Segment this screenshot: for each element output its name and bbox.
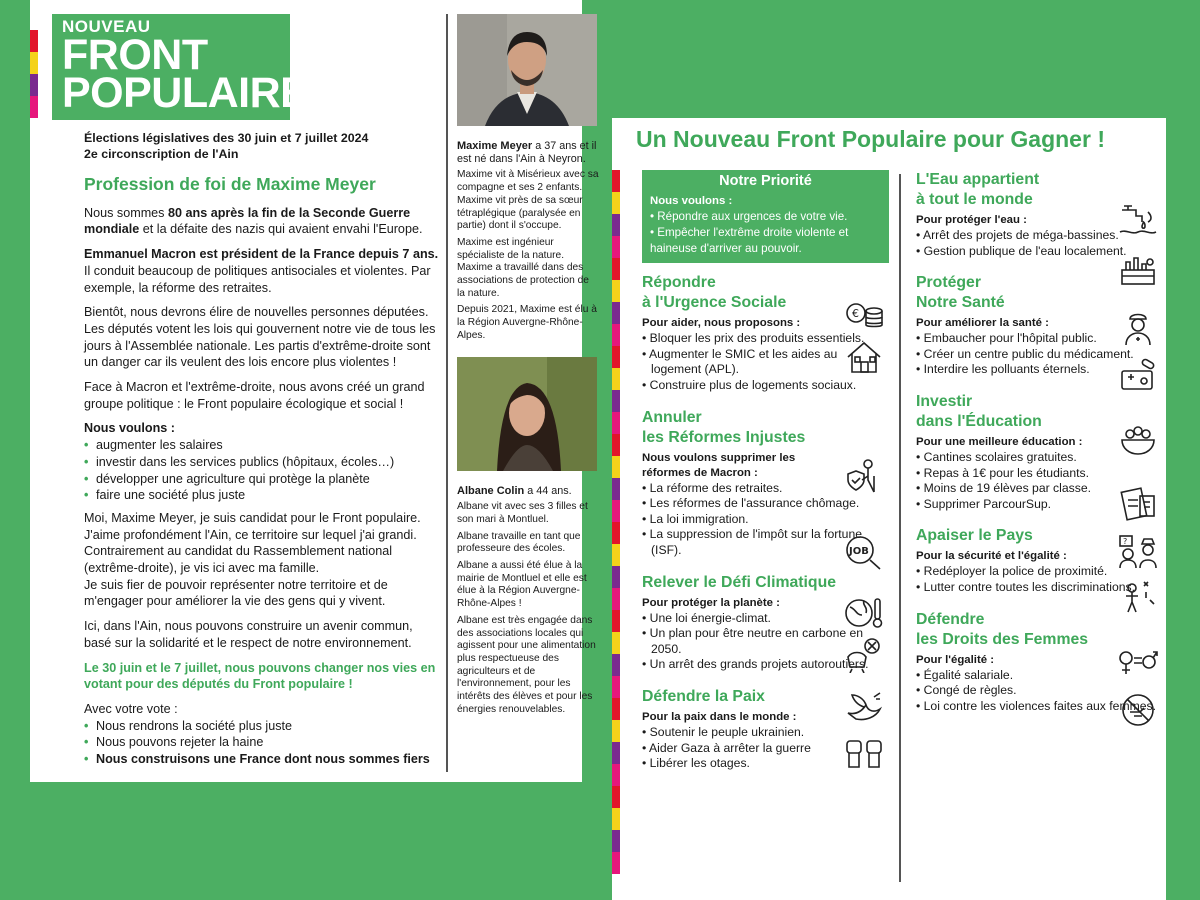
svg-text:JOB: JOB <box>849 545 869 557</box>
list-item: • faire une société plus juste <box>84 487 439 504</box>
program-column-right <box>916 170 1160 728</box>
job-icon <box>844 534 884 570</box>
paragraph-vote-call: Le 30 juin et le 7 juillet, nous pouvons changer nos vies en votant pour des députés du Front populaire ! <box>84 660 436 692</box>
water-tap-icon <box>1118 202 1158 238</box>
gender-equality-icon <box>1118 644 1158 680</box>
list-item: • Bloquer les prix des produits essentiels. <box>642 331 886 347</box>
priority-box: Notre Priorité Nous voulons : • Répondre aux urgences de votre vie. • Empêcher l'extrême droite violente et haineuse d'arriver au pouvoir. <box>642 170 889 263</box>
voulons-list <box>84 437 439 504</box>
elderly-shield-icon <box>844 458 884 494</box>
nfp-logo: NOUVEAU FRONT POPULAIRE <box>52 14 290 120</box>
vote-list <box>84 718 439 768</box>
raised-fists-icon <box>844 735 884 771</box>
paragraph-candidat: Moi, Maxime Meyer, je suis candidat pour le Front populaire. J'aime profondément l'Ain, ce territoire sur lequel j'ai grandi. Contrairement au candidat du Rassemblement national (extrême-droite), je vis ici avec ma famille. Je suis fier de pouvoir représenter notre territoire et de m'engager pour améliorer la vie des gens qui y vivent. <box>84 510 421 609</box>
list-item: • Embaucher pour l'hôpital public. <box>916 331 1160 347</box>
paragraph-avenir: Ici, dans l'Ain, nous pouvons construire un avenir commun, basé sur la solidarité et le respect de notre environnement. <box>84 619 413 650</box>
circonscription-line: 2e circonscription de l'Ain <box>84 147 239 161</box>
list-item: • investir dans les services publics (hôpitaux, écoles…) <box>84 454 439 471</box>
no-highway-icon <box>844 637 884 673</box>
maxime-photo <box>457 14 597 126</box>
list-item: • Libérer les otages. <box>642 756 886 772</box>
list-item: • Repas à 1€ pour les étudiants. <box>916 466 1160 482</box>
list-item: • Aider Gaza à arrêter la guerre <box>642 741 886 757</box>
list-item: • Créer un centre public du médicament. <box>916 347 1160 363</box>
house-icon <box>844 339 884 375</box>
list-item: • Arrêt des projets de méga-bassines. <box>916 228 1160 244</box>
left-page <box>30 0 599 782</box>
right-page <box>612 118 1166 900</box>
svg-text:€: € <box>852 307 859 321</box>
list-item: • Nous construisons une France dont nous sommes fiers <box>84 751 439 768</box>
list-item: • Gestion publique de l'eau localement. <box>916 244 1160 260</box>
notebook-icon <box>1118 486 1158 522</box>
maxime-bio: Maxime Meyer a 37 ans et il est né dans l'Ain à Neyron. Maxime vit à Misérieux avec sa compagne et ses 2 enfants. Maxime vit près de sa sœur tétraplégique (paralysée en partie) dont il s'occupe. Maxime est ingénieur spécialiste de la nature. Maxime a travaillé dans des associations de protection de la nature. Depuis 2021, Maxime est élu à la Région Auvergne-Rhône-Alpes. <box>457 140 599 341</box>
color-stripes <box>612 170 620 874</box>
svg-text:?: ? <box>1123 537 1128 547</box>
section-reformes: Annuler les Réformes Injustes Nous voulons supprimer les réformes de Macron : • La réforme des retraites. • Les réformes de l'assurance chômage. • La loi immigration. • La suppression de l'impôt sur la fortune (ISF). JOB <box>642 408 886 559</box>
profession-de-foi <box>84 130 439 774</box>
albane-photo <box>457 357 597 471</box>
list-item: • La réforme des retraites. <box>642 481 886 497</box>
list-item: • Lutter contre toutes les discriminations. <box>916 580 1160 596</box>
no-violence-icon <box>1118 692 1158 728</box>
list-item: • Redéployer la police de proximité. <box>916 564 1160 580</box>
paragraph-elections: Bientôt, nous devrons élire de nouvelles personnes députées. Les députés votent les lois qui gouvernent notre vie de tous les jours à l'Assemblée nationale. Les partis d'extrême-droite sont un danger car ils veulent des lois encore plus violentes ! <box>84 305 436 370</box>
voulons-label: Nous voulons : <box>84 421 175 436</box>
police-people-icon <box>1118 534 1158 570</box>
paragraph-macron: Emmanuel Macron est président de la France depuis 7 ans. Il conduit beaucoup de politiques antisociales et violentes. Par exemple, la réforme des retraites. <box>84 247 439 295</box>
program-column-left <box>642 170 886 786</box>
list-item: • Nous pouvons rejeter la haine <box>84 734 439 751</box>
list-item: • Moins de 19 élèves par classe. <box>916 481 1160 497</box>
program-title: Un Nouveau Front Populaire pour Gagner ! <box>636 126 1105 152</box>
list-item: • Loi contre les violences faites aux femmes. <box>916 699 1160 715</box>
candidate-bios <box>457 14 599 721</box>
list-item: • Égalité salariale. <box>916 668 1160 684</box>
list-item: • augmenter les salaires <box>84 437 439 454</box>
euro-coins-icon <box>844 297 884 333</box>
section-femmes: Défendre les Droits des Femmes Pour l'égalité : • Égalité salariale. • Congé de règles. • Loi contre les violences faites aux femmes. <box>916 610 1160 715</box>
list-item: • Construire plus de logements sociaux. <box>642 378 886 394</box>
list-item: • Soutenir le peuple ukrainien. <box>642 725 886 741</box>
color-stripes <box>30 30 38 118</box>
list-item: • Les réformes de l'assurance chômage. <box>642 496 886 512</box>
vote-label: Avec votre vote : <box>84 701 178 716</box>
list-item: • La loi immigration. <box>642 512 886 528</box>
section-urgence-sociale: Répondre à l'Urgence Sociale Pour aider, nous proposons : • Bloquer les prix des produits essentiels. • Augmenter le SMIC et les aides au logement (APL). • Construire plus de logements sociaux. € <box>642 273 886 393</box>
section-sante: Protéger Notre Santé Pour améliorer la santé : • Embaucher pour l'hôpital public. • Créer un centre public du médicament. • Interdire les polluants éternels. <box>916 273 1160 378</box>
list-item: • La suppression de l'impôt sur la fortune (ISF). <box>642 527 886 558</box>
salad-bowl-icon <box>1118 422 1158 458</box>
section-eau: L'Eau appartient à tout le monde Pour protéger l'eau : • Arrêt des projets de méga-bassines. • Gestion publique de l'eau localement. <box>916 170 1160 259</box>
globe-thermometer-icon <box>844 595 884 631</box>
list-item: • Cantines scolaires gratuites. <box>916 450 1160 466</box>
divider <box>446 14 448 772</box>
list-item: • Nous rendrons la société plus juste <box>84 718 439 735</box>
list-item: • Un arrêt des grands projets autoroutiers. <box>642 657 886 673</box>
albane-bio: Albane Colin a 44 ans. Albane vit avec ses 3 filles et son mari à Montluel. Albane travaille en tant que professeure des écoles. Albane a aussi été élue à la mairie de Montluel et elle est élue à la Région Auvergne-Rhône-Alpes ! Albane est très engagée dans des associations locales qui agissent pour une alimentation plus respectueuse des agriculteurs et de l'environnement, pour les intérêts des élèves et pour les énergies renouvelables. <box>457 484 596 715</box>
section-climat: Relever le Défi Climatique Pour protéger la planète : • Une loi énergie-climat. • Un plan pour être neutre en carbone en 2050. • Un arrêt des grands projets autoroutiers. <box>642 573 886 673</box>
list-item: • développer une agriculture qui protège la planète <box>84 471 439 488</box>
election-line: Élections législatives des 30 juin et 7 juillet 2024 <box>84 131 369 145</box>
list-item: • Augmenter le SMIC et les aides au logement (APL). <box>642 347 886 378</box>
peace-dove-icon <box>844 689 884 725</box>
section-education: Investir dans l'Éducation Pour une meilleure éducation : • Cantines scolaires gratuites. • Repas à 1€ pour les étudiants. • Moins de 19 élèves par classe. • Supprimer ParcourSup. <box>916 392 1160 512</box>
paragraph-intro: Nous sommes 80 ans après la fin de la Seconde Guerre mondiale et la défaite des nazis qui avaient envahi l'Europe. <box>84 205 423 237</box>
divider <box>899 174 901 882</box>
section-paix: Défendre la Paix Pour la paix dans le monde : • Soutenir le peuple ukrainien. • Aider Gaza à arrêter la guerre • Libérer les otages. <box>642 687 886 772</box>
section-apaiser: Apaiser le Pays Pour la sécurité et l'égalité : • Redéployer la police de proximité. • Lutter contre toutes les discriminations. ? <box>916 526 1160 595</box>
medicine-icon <box>1118 357 1158 393</box>
list-item: • Congé de règles. <box>916 683 1160 699</box>
paragraph-front: Face à Macron et l'extrême-droite, nous avons créé un grand groupe politique : le Front populaire écologique et social ! <box>84 380 425 411</box>
list-item: • Un plan pour être neutre en carbone en 2050. <box>642 626 886 657</box>
list-item: • Une loi énergie-climat. <box>642 611 886 627</box>
page-title: Profession de foi de Maxime Meyer <box>84 174 376 194</box>
list-item: • Supprimer ParcourSup. <box>916 497 1160 513</box>
nurse-icon <box>1118 311 1158 347</box>
list-item: • Interdire les polluants éternels. <box>916 362 1160 378</box>
